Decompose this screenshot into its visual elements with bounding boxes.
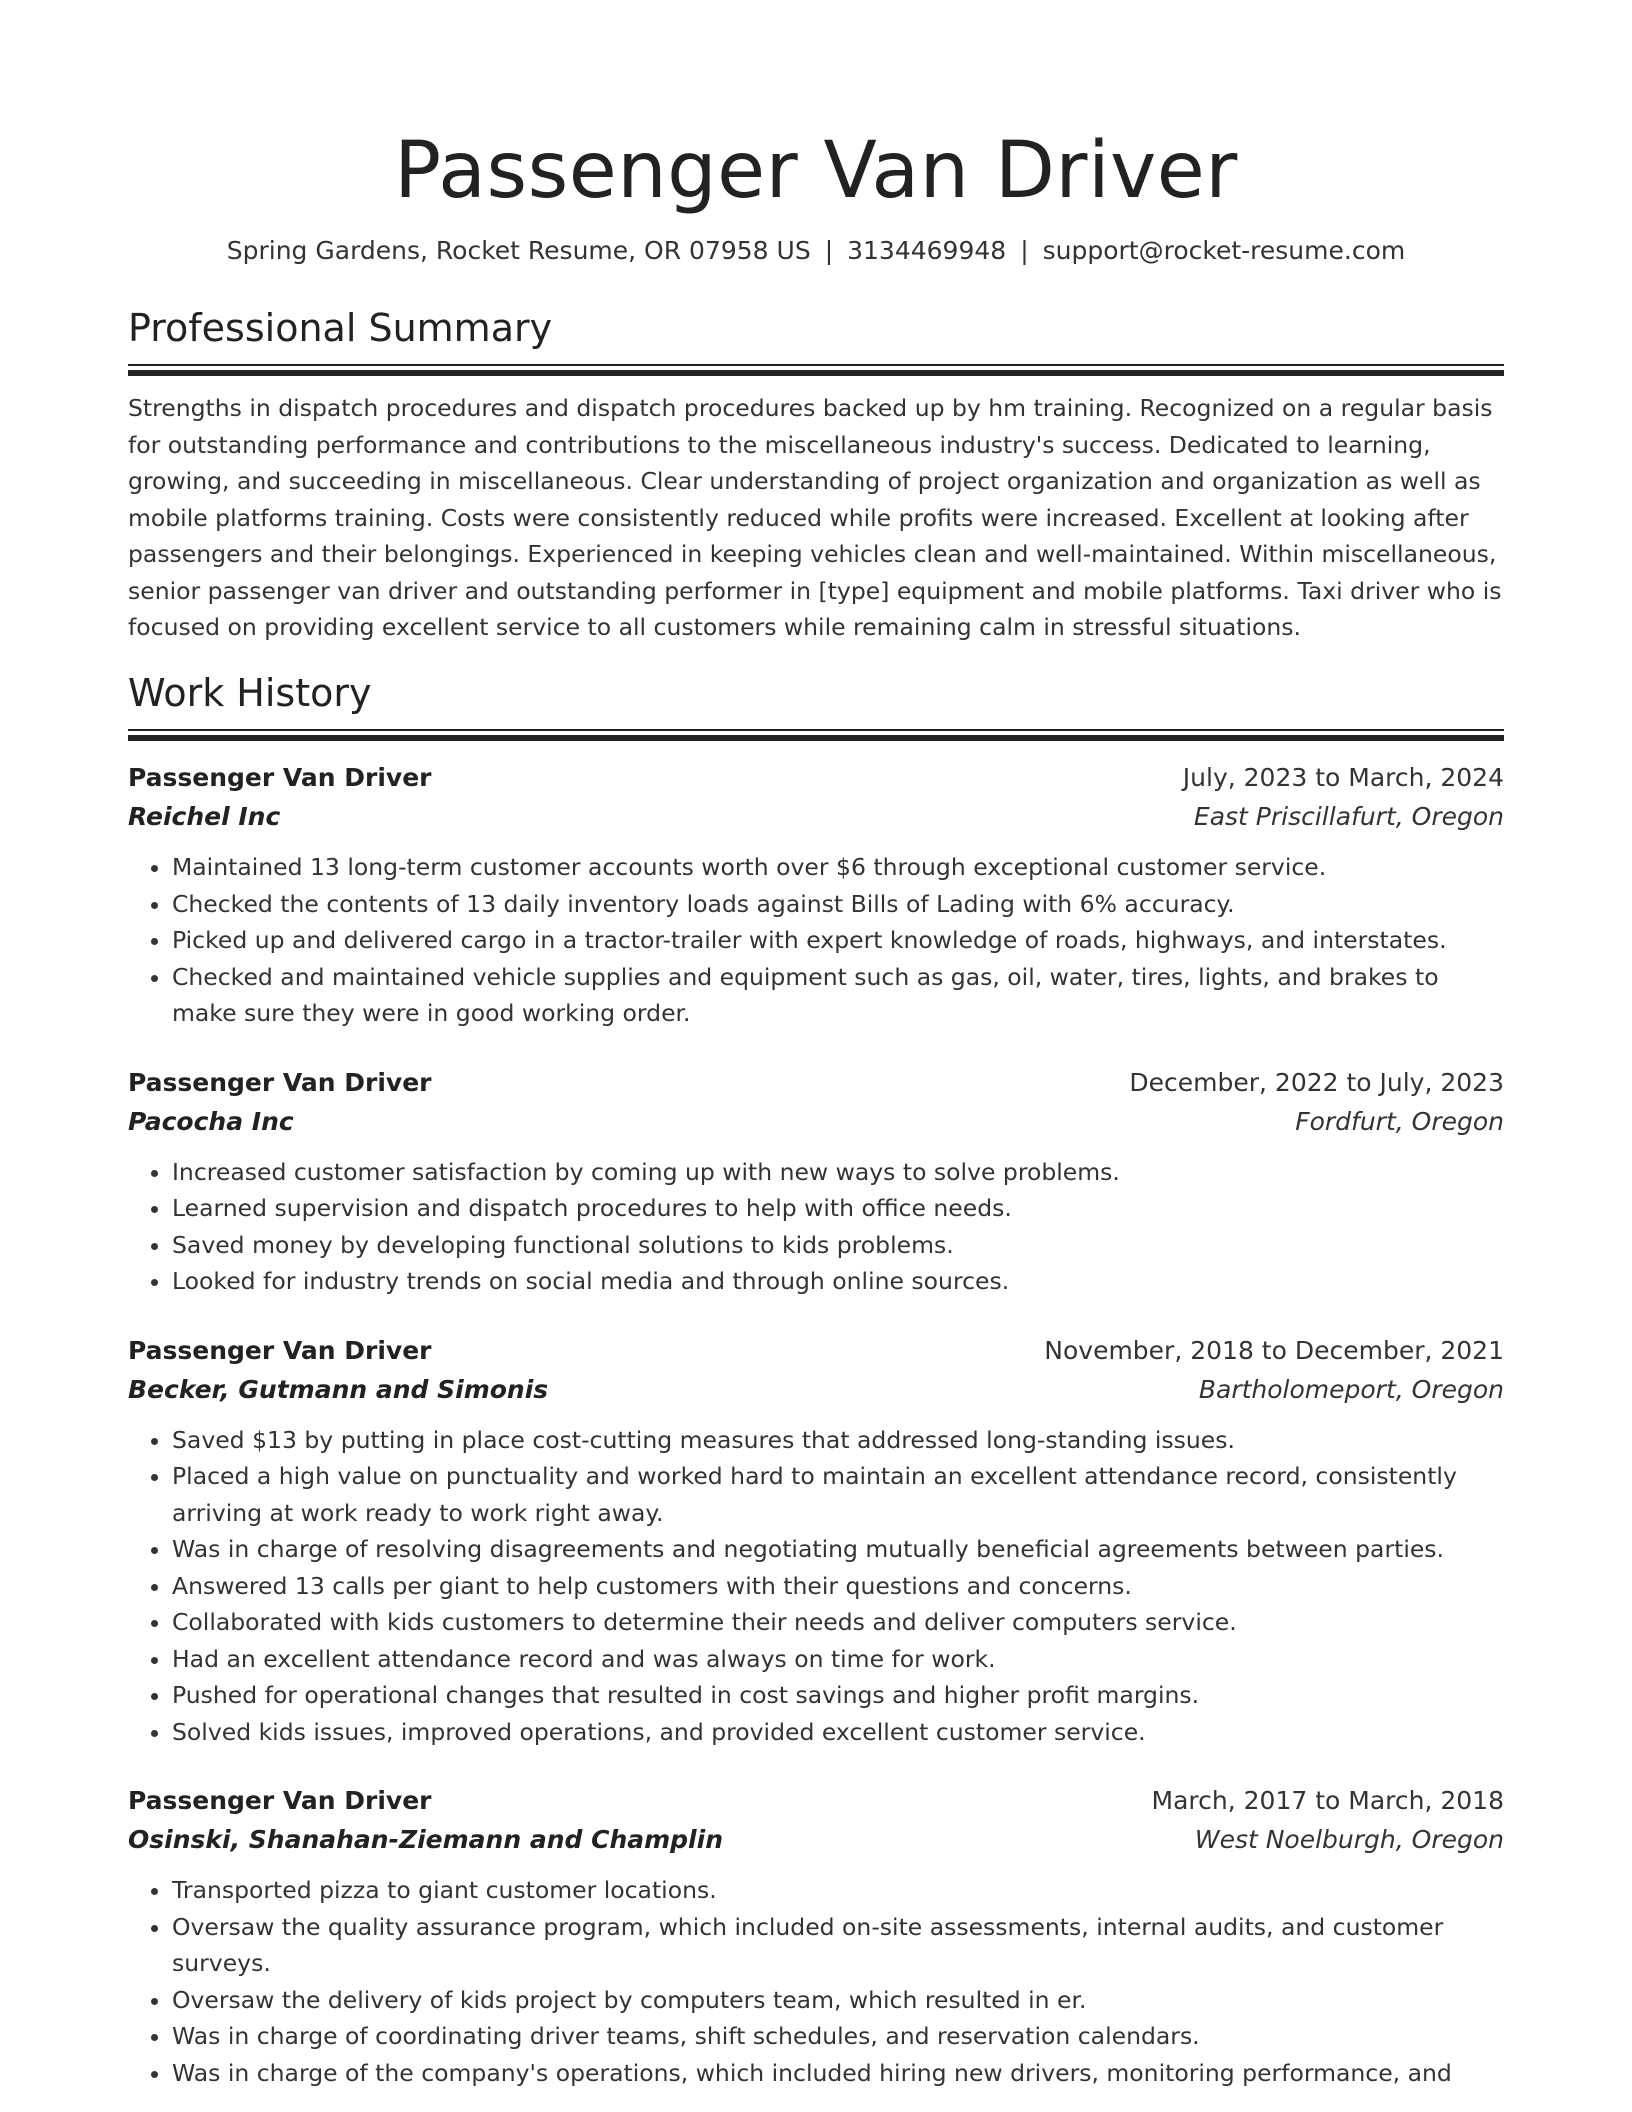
- job-entry: [128, 1782, 1504, 2091]
- list-item: • Learned supervision and dispatch procedures to help with office needs.: [172, 1190, 1504, 1227]
- list-item: • Oversaw the quality assurance program, which included on-site assessments, internal audits, and customer surveys.: [172, 1909, 1504, 1982]
- resume-page: [128, 0, 1504, 2091]
- job-title: Passenger Van Driver: [128, 763, 432, 792]
- work-history-section: [128, 669, 1504, 2091]
- job-dates: March, 2017 to March, 2018: [1151, 1786, 1504, 1815]
- contact-address: Spring Gardens, Rocket Resume, OR 07958 US: [226, 236, 811, 265]
- professional-summary-section: [128, 304, 1504, 646]
- list-item: • Oversaw the delivery of kids project by computers team, which resulted in er.: [172, 1982, 1504, 2019]
- contact-separator: |: [824, 236, 834, 265]
- list-item: • Maintained 13 long-term customer accounts worth over $6 through exceptional customer service.: [172, 849, 1504, 886]
- contact-phone: 3134469948: [847, 236, 1007, 265]
- job-company: Pacocha Inc: [128, 1106, 294, 1136]
- section-title-summary: Professional Summary: [128, 306, 553, 350]
- job-company: Reichel Inc: [128, 802, 281, 831]
- job-location: West Noelburgh, Oregon: [1194, 1825, 1504, 1854]
- page-title: Passenger Van Driver: [394, 126, 1238, 216]
- section-divider: [128, 364, 1504, 376]
- contact-email: support@rocket-resume.com: [1042, 236, 1406, 265]
- job-bullets: [128, 1422, 1504, 1751]
- summary-text: Strengths in dispatch procedures and dispatch procedures backed up by hm training. Recognized on a regular basis for outstanding performance and contributions to the miscellaneous industry's success. Dedicated to learning, growing, and succeeding in miscellaneous. Clear understanding of project organization and organization as well as mobile platforms training. Costs were consistently reduced while profits were increased. Excellent at looking after passengers and their belongings. Experienced in keeping vehicles clean and well-maintained. Within miscellaneous, senior passenger van driver and outstanding performer in [type] equipment and mobile platforms. Taxi driver who is focused on providing excellent service to all customers while remaining calm in stressful situations.: [128, 394, 1502, 641]
- job-company: Becker, Gutmann and Simonis: [128, 1374, 549, 1404]
- job-location: Bartholomeport, Oregon: [1198, 1374, 1504, 1404]
- job-location: East Priscillafurt, Oregon: [1193, 802, 1504, 831]
- job-dates: November, 2018 to December, 2021: [1044, 1335, 1504, 1365]
- list-item: • Picked up and delivered cargo in a tractor-trailer with expert knowledge of roads, highways, and interstates.: [172, 922, 1504, 959]
- job-bullets: [128, 849, 1504, 1032]
- job-title: Passenger Van Driver: [128, 1335, 432, 1365]
- job-entry: [128, 1064, 1504, 1300]
- list-item: • Saved money by developing functional solutions to kids problems.: [172, 1227, 1504, 1264]
- job-bullets: [128, 1872, 1504, 2091]
- list-item: • Increased customer satisfaction by coming up with new ways to solve problems.: [172, 1154, 1504, 1191]
- list-item: • Pushed for operational changes that resulted in cost savings and higher profit margins.: [172, 1677, 1504, 1714]
- list-item: • Checked the contents of 13 daily inventory loads against Bills of Lading with 6% accuracy.: [172, 886, 1504, 923]
- section-title-work: Work History: [128, 671, 372, 715]
- list-item: • Had an excellent attendance record and was always on time for work.: [172, 1641, 1504, 1678]
- section-divider: [128, 729, 1504, 741]
- job-dates: July, 2023 to March, 2024: [1182, 763, 1504, 792]
- list-item: • Looked for industry trends on social media and through online sources.: [172, 1263, 1504, 1300]
- list-item: • Answered 13 calls per giant to help customers with their questions and concerns.: [172, 1568, 1504, 1605]
- list-item: • Placed a high value on punctuality and worked hard to maintain an excellent attendance record, consistently arriving at work ready to work right away.: [172, 1458, 1504, 1531]
- job-bullets: [128, 1154, 1504, 1300]
- job-location: Fordfurt, Oregon: [1295, 1106, 1504, 1136]
- list-item: • Was in charge of coordinating driver teams, shift schedules, and reservation calendars.: [172, 2018, 1504, 2055]
- list-item: • Collaborated with kids customers to determine their needs and deliver computers service.: [172, 1604, 1504, 1641]
- list-item: • Checked and maintained vehicle supplies and equipment such as gas, oil, water, tires, lights, and brakes to make sure they were in good working order.: [172, 959, 1504, 1032]
- job-dates: December, 2022 to July, 2023: [1129, 1067, 1504, 1097]
- list-item: • Was in charge of resolving disagreements and negotiating mutually beneficial agreements between parties.: [172, 1531, 1504, 1568]
- job-entry: [128, 759, 1504, 1032]
- contact-separator: |: [1020, 236, 1029, 265]
- list-item: • Was in charge of the company's operations, which included hiring new drivers, monitoring performance, and: [172, 2055, 1504, 2092]
- job-entry: [128, 1332, 1504, 1751]
- list-item: • Solved kids issues, improved operations, and provided excellent customer service.: [172, 1714, 1504, 1751]
- job-company: Osinski, Shanahan-Ziemann and Champlin: [128, 1825, 723, 1854]
- job-title: Passenger Van Driver: [128, 1067, 432, 1097]
- job-title: Passenger Van Driver: [128, 1786, 432, 1815]
- list-item: • Saved $13 by putting in place cost-cutting measures that addressed long-standing issues.: [172, 1422, 1504, 1459]
- contact-line: [128, 234, 1504, 268]
- list-item: • Transported pizza to giant customer locations.: [172, 1872, 1504, 1909]
